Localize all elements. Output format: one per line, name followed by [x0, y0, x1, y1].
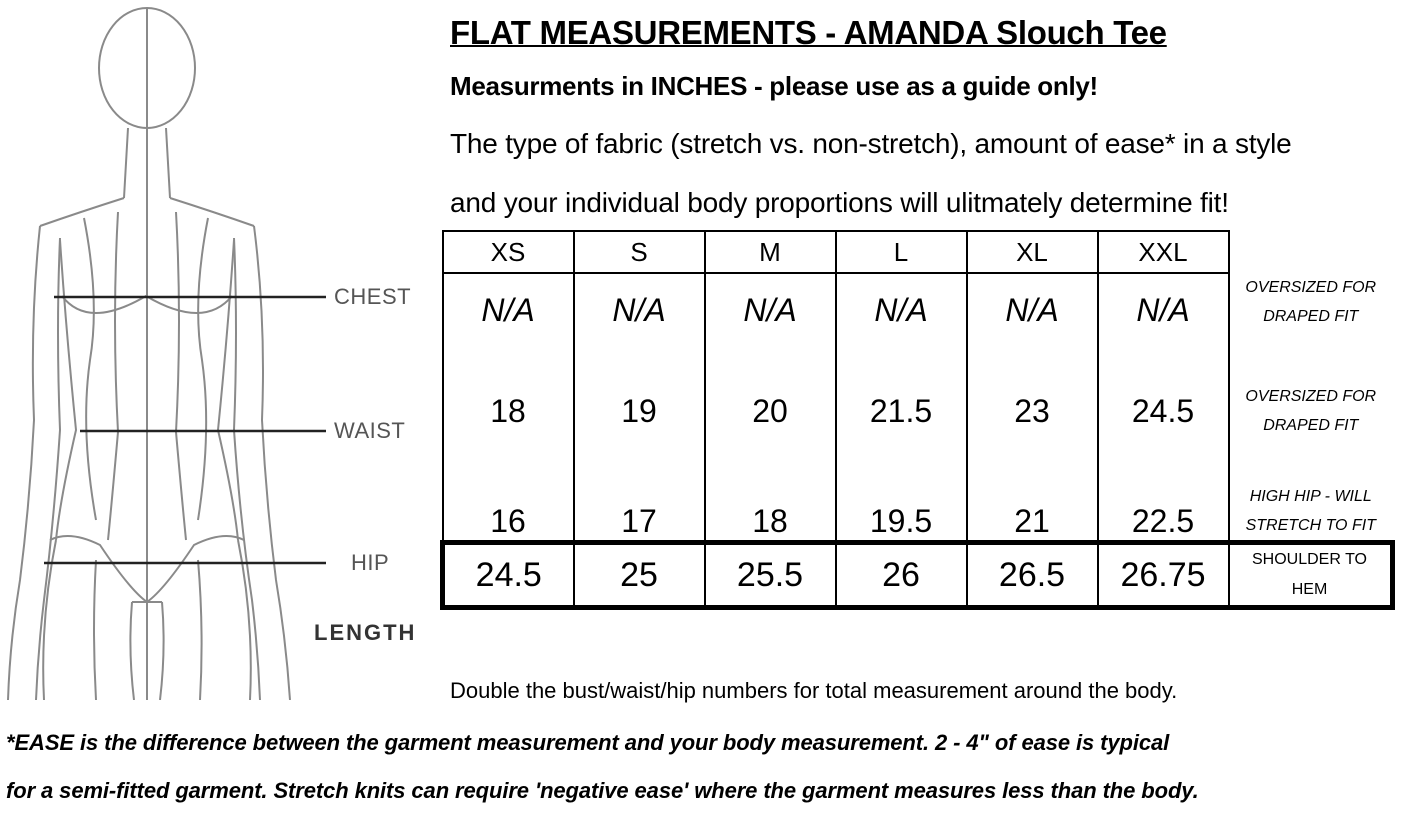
waist-value: 23	[967, 346, 1098, 476]
waist-value: 20	[705, 346, 836, 476]
size-header-row	[443, 231, 1393, 273]
length-value: 25.5	[705, 543, 836, 608]
length-value: 24.5	[443, 543, 574, 608]
chest-note	[1229, 273, 1393, 346]
length-value: 26.5	[967, 543, 1098, 608]
hip-value: 21	[967, 476, 1098, 543]
size-header: XXL	[1098, 231, 1229, 273]
waist-value: 21.5	[836, 346, 967, 476]
length-value: 26	[836, 543, 967, 608]
waist-label: WAIST	[334, 418, 406, 443]
hip-note-line-1: HIGH HIP - WILL	[1249, 488, 1372, 505]
length-note-line-2: HEM	[1291, 581, 1328, 598]
waist-note-line-2: DRAPED FIT	[1263, 417, 1359, 434]
hip-value: 18	[705, 476, 836, 543]
ease-note-line-1: *EASE is the difference between the garment measurement and your body measurement. 2 - 4" of ease is typical	[6, 730, 1170, 755]
chest-value: N/A	[1098, 273, 1229, 346]
size-header: XS	[443, 231, 574, 273]
size-chart-table	[440, 230, 1395, 610]
intro-text-line-2: and your individual body proportions will ulitmately determine fit!	[450, 187, 1229, 218]
hip-note	[1229, 476, 1393, 543]
chest-label: CHEST	[334, 284, 412, 309]
chest-note-line-1: OVERSIZED FOR	[1245, 279, 1377, 296]
hip-value: 22.5	[1098, 476, 1229, 543]
chest-value: N/A	[967, 273, 1098, 346]
length-value: 26.75	[1098, 543, 1229, 608]
length-row	[443, 543, 1393, 608]
chest-value: N/A	[574, 273, 705, 346]
size-header: L	[836, 231, 967, 273]
length-note	[1229, 543, 1393, 608]
page-title: FLAT MEASUREMENTS - AMANDA Slouch Tee	[450, 14, 1167, 51]
chest-row	[443, 273, 1393, 346]
waist-value: 24.5	[1098, 346, 1229, 476]
length-label: LENGTH	[314, 620, 417, 645]
intro-text-line-1: The type of fabric (stretch vs. non-stretch), amount of ease* in a style	[450, 128, 1292, 159]
waist-value: 19	[574, 346, 705, 476]
length-value: 25	[574, 543, 705, 608]
waist-row	[443, 346, 1393, 476]
size-header: M	[705, 231, 836, 273]
size-header: XL	[967, 231, 1098, 273]
header-spacer	[1229, 231, 1393, 273]
body-figure-illustration	[0, 0, 430, 700]
chest-note-line-2: DRAPED FIT	[1263, 308, 1359, 325]
length-note-line-1: SHOULDER TO	[1252, 551, 1367, 568]
units-subtitle: Measurments in INCHES - please use as a guide only!	[450, 71, 1098, 101]
waist-value: 18	[443, 346, 574, 476]
hip-value: 16	[443, 476, 574, 543]
double-measurement-note: Double the bust/waist/hip numbers for total measurement around the body.	[450, 678, 1178, 703]
chest-value: N/A	[836, 273, 967, 346]
waist-note-line-1: OVERSIZED FOR	[1245, 388, 1377, 405]
hip-row	[443, 476, 1393, 543]
ease-note-line-2: for a semi-fitted garment. Stretch knits can require 'negative ease' where the garment measures less than the body.	[6, 778, 1199, 803]
waist-note	[1229, 346, 1393, 476]
hip-note-line-2: STRETCH TO FIT	[1245, 517, 1376, 534]
hip-value: 17	[574, 476, 705, 543]
chest-value: N/A	[443, 273, 574, 346]
hip-label: HIP	[351, 550, 390, 575]
hip-value: 19.5	[836, 476, 967, 543]
size-header: S	[574, 231, 705, 273]
chest-value: N/A	[705, 273, 836, 346]
